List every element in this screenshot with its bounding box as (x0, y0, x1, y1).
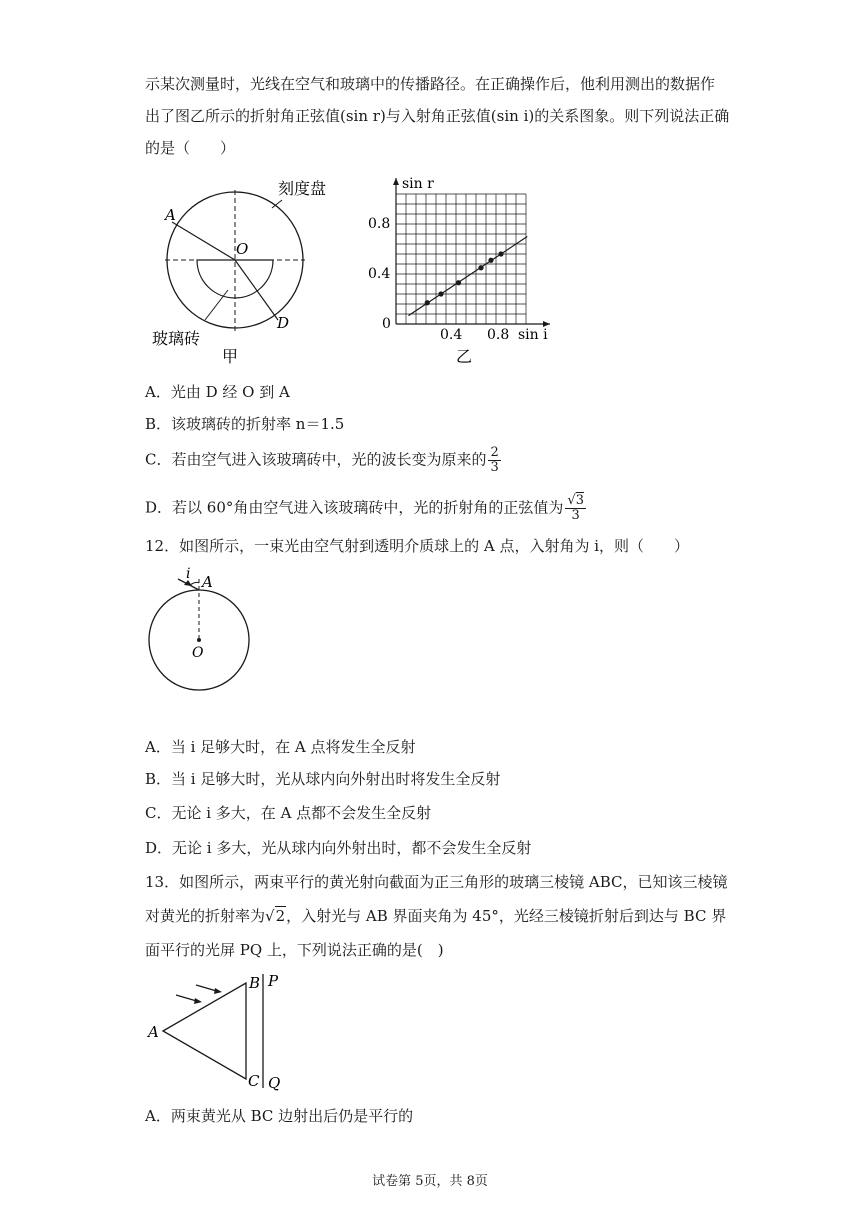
label-Q: Q (268, 1074, 281, 1092)
center-dot (197, 638, 201, 642)
figure-jia (150, 172, 327, 367)
label-A: A (202, 573, 213, 591)
data-point (488, 258, 493, 263)
label-A: A (165, 206, 176, 224)
ray-1-arrow (194, 998, 202, 1004)
y-axis-arrow (393, 178, 399, 185)
q11-option-d (145, 494, 588, 523)
q12-option-d: D．无论 i 多大，光从球内向外射出时，都不会发生全反射 (145, 839, 532, 857)
chart-grid (396, 194, 526, 324)
label-glass: 玻璃砖 (152, 329, 201, 348)
ray-AO (172, 222, 235, 260)
q11-option-d-text: D．若以 60°角由空气进入该玻璃砖中，光的折射角的正弦值为 (145, 498, 564, 517)
label-P: P (268, 972, 279, 990)
q11-option-c-text: C．若由空气进入该玻璃砖中，光的波长变为原来的 (145, 450, 487, 469)
label-dial: 刻度盘 (278, 179, 327, 198)
y-axis-label: sin r (402, 176, 434, 192)
q12-option-b: B．当 i 足够大时，光从球内向外射出时将发生全反射 (145, 770, 501, 788)
label-i: i (186, 566, 191, 582)
intro-line-2: 出了图乙所示的折射角正弦值(sin r)与入射角正弦值(sin i)的关系图象。则下列说法正确 (145, 107, 730, 125)
x-tick-0-4: 0.4 (440, 327, 463, 343)
label-B: B (249, 974, 261, 992)
glass-leader (205, 290, 228, 320)
x-tick-0-8: 0.8 (487, 327, 510, 343)
caption-yi: 乙 (456, 347, 473, 366)
q12-stem: 12．如图所示，一束光由空气射到透明介质球上的 A 点，入射角为 i，则（ ） (145, 537, 690, 555)
y-tick-0: 0 (382, 316, 391, 332)
prism-triangle (163, 983, 246, 1079)
data-point (498, 251, 503, 256)
q12-option-a: A．当 i 足够大时，在 A 点将发生全反射 (145, 738, 416, 756)
figure-yi (360, 172, 560, 367)
ray-2-arrow (214, 988, 222, 994)
angle-arc (190, 582, 199, 585)
label-C: C (248, 1072, 260, 1090)
figure-q13 (140, 970, 300, 1095)
q13-stem-2: 对黄光的折射率为√2，入射光与 AB 界面夹角为 45°，光经三棱镜折射后到达与 BC 界 (145, 907, 727, 925)
sqrt-2: √2 (265, 907, 286, 925)
data-point (425, 300, 430, 305)
q12-option-c: C．无论 i 多大，在 A 点都不会发生全反射 (145, 804, 432, 822)
label-O: O (236, 240, 249, 258)
page-footer: 试卷第 5页，共 8页 (372, 1174, 488, 1189)
label-O: O (192, 645, 204, 661)
q13-stem-1: 13．如图所示，两束平行的黄光射向截面为正三角形的玻璃三棱镜 ABC，已知该三棱镜 (145, 873, 728, 891)
data-point (456, 280, 461, 285)
fraction-sqrt3-3: $\frac{√3}{3}$ (567, 493, 584, 523)
q13-stem-3: 面平行的光屏 PQ 上，下列说法正确的是( ) (145, 941, 444, 959)
data-point (438, 291, 443, 296)
figure-q12 (140, 565, 270, 695)
fraction-2-3: $\frac{2}{3}$ (490, 445, 499, 475)
caption-jia: 甲 (222, 347, 239, 366)
x-axis-label: sin i (518, 327, 548, 343)
y-tick-0-4: 0.4 (368, 266, 391, 282)
data-point (478, 265, 483, 270)
q11-option-a: A．光由 D 经 O 到 A (145, 383, 290, 401)
y-tick-0-8: 0.8 (368, 216, 391, 232)
q13-option-a: A．两束黄光从 BC 边射出后仍是平行的 (145, 1107, 414, 1125)
q11-option-c (145, 446, 503, 475)
intro-line-1: 示某次测量时，光线在空气和玻璃中的传播路径。在正确操作后，他利用测出的数据作 (145, 75, 716, 93)
q11-option-b: B．该玻璃砖的折射率 n＝1.5 (145, 415, 345, 433)
label-D: D (277, 314, 290, 332)
intro-line-3: 的是（ ） (145, 139, 236, 157)
label-A: A (148, 1023, 159, 1041)
